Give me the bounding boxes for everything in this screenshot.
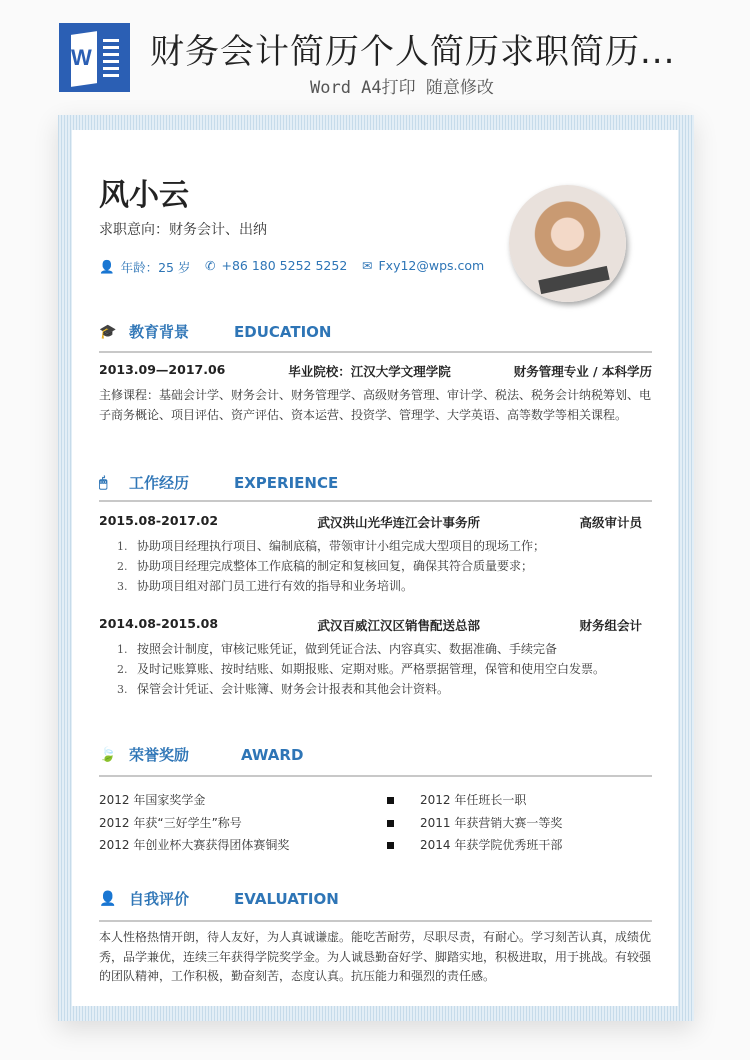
job-row: 2015.08-2017.02 武汉洪山光华连江会计事务所 高级审计员: [99, 513, 642, 530]
subtitle: Word A4打印 随意修改: [310, 78, 494, 98]
courses-text: 主修课程：基础会计学、财务会计、财务管理学、高级财务管理、审计学、税法、税务会计纳税筹划、电子商务概论、项目评估、资产评估、资本运营、投资学、管理学、大学英语、高等数学等相关课程。: [99, 388, 652, 422]
award-item: 2012 年获“三好学生”称号: [99, 815, 242, 830]
divider: [99, 775, 652, 777]
word-logo-icon: W: [59, 23, 130, 92]
award-item: 2012 年国家奖学金: [99, 793, 206, 807]
award-item: 2011 年获营销大赛一等奖: [387, 812, 562, 835]
job-duties: [117, 537, 545, 596]
job-row: 2014.08-2015.08 武汉百威江汉区销售配送总部 财务组会计: [99, 616, 642, 633]
award-list-left: [99, 789, 289, 857]
page-title: 财务会计简历个人简历求职简历...: [150, 32, 676, 72]
divider: [99, 500, 652, 502]
award-item: 2014 年获学院优秀班干部: [387, 834, 562, 857]
list-item: 3. 保管会计凭证、会计账簿、财务会计报表和其他会计资料。: [117, 681, 450, 696]
list-item: 3. 协助项目组对部门员工进行有效的指导和业务培训。: [117, 578, 414, 593]
phone-info: ✆ +86 180 5252 5252: [205, 258, 348, 273]
mouse-icon: 🖱: [99, 474, 108, 491]
divider: [99, 920, 652, 922]
evaluation-text: 本人性格热情开朗，待人友好，为人真诚谦虚。能吃苦耐劳，尽职尽责，有耐心。学习刻苦认真，成绩优秀，品学兼优，连续三年获得学院奖学金。为人诚恳勤奋好学、脚踏实地，积极进取，用于挑战。有较强的团队精神，工作积极，勤奋刻苦，态度认真。抗压能力和强烈的责任感。: [99, 930, 652, 983]
profile-photo: [509, 185, 626, 302]
phone-icon: ✆: [205, 258, 216, 273]
experience-header: 🖱 工作经历 EXPERIENCE: [99, 473, 339, 492]
list-item: 1. 协助项目经理执行项目、编制底稿，带领审计小组完成大型项目的现场工作；: [117, 539, 546, 553]
award-item: 2012 年任班长一职: [387, 789, 562, 812]
divider: [99, 351, 652, 353]
candidate-name: 风小云: [99, 178, 189, 213]
award-list-right: [387, 789, 562, 857]
age-info: 👤 年龄：25 岁: [99, 259, 191, 275]
person-icon: 👤: [99, 259, 115, 274]
person-icon: 👤: [99, 890, 117, 907]
education-header: 🎓 教育背景 EDUCATION: [99, 322, 332, 341]
evaluation-header: 👤 自我评价 EVALUATION: [99, 889, 339, 908]
award-header: 🍃 荣誉奖励 AWARD: [99, 745, 304, 764]
list-item: 2. 协助项目经理完成整体工作底稿的制定和复核回复，确保其符合质量要求；: [117, 558, 534, 573]
job-intent: 求职意向：财务会计、出纳: [99, 222, 267, 238]
email-info: ✉ Fxy12@wps.com: [362, 258, 485, 273]
mail-icon: ✉: [362, 258, 373, 273]
job-duties: [117, 640, 605, 699]
education-row: 2013.09—2017.06 毕业院校：江汉大学文理学院 财务管理专业 / 本科学历: [99, 362, 652, 379]
list-item: 2. 及时记账算账、按时结账、如期报账、定期对账。严格票据管理，保管和使用空白发票。: [117, 661, 606, 676]
award-item: 2012 年创业杯大赛获得团体赛铜奖: [99, 838, 290, 852]
graduation-cap-icon: 🎓: [99, 323, 117, 340]
leaf-icon: 🍃: [99, 746, 117, 763]
list-item: 1. 按照会计制度，审核记账凭证，做到凭证合法、内容真实、数据准确、手续完备: [117, 642, 558, 656]
